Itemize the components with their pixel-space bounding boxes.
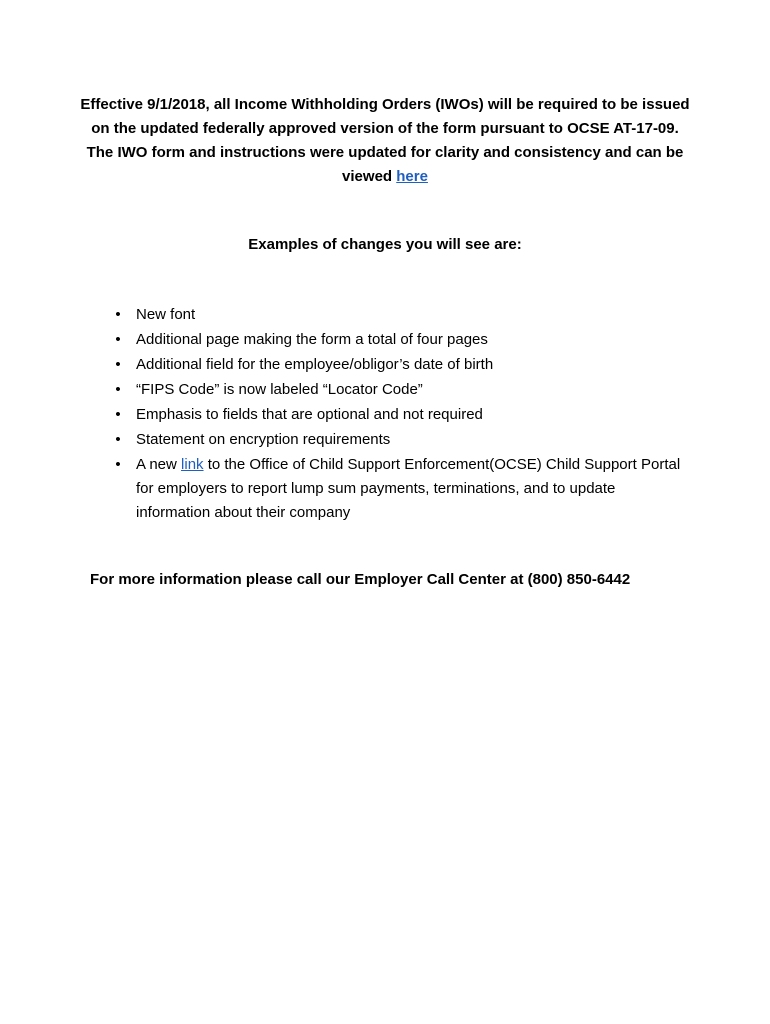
list-item-text: “FIPS Code” is now labeled “Locator Code” xyxy=(136,381,423,398)
bullet-icon: • xyxy=(115,431,121,448)
bullet-icon: • xyxy=(115,356,121,373)
list-item xyxy=(113,303,683,327)
bullet-icon: • xyxy=(115,406,121,423)
list-item-text: Additional page making the form a total of four pages xyxy=(136,331,488,348)
list-item xyxy=(113,453,683,525)
changes-list xyxy=(113,303,683,526)
list-item-text: Statement on encryption requirements xyxy=(136,431,391,448)
intro-text: Effective 9/1/2018, all Income Withholding Orders (IWOs) will be required to be issued on the updated federally approved version of the form pursuant to OCSE AT-17-09. The IWO form and instructions were updated for clarity and consistency and can be viewed xyxy=(80,96,690,185)
here-link[interactable]: here xyxy=(396,168,428,185)
list-item xyxy=(113,428,683,452)
list-item-text-after-link: to the Office of Child Support Enforcement(OCSE) Child Support Portal for employers to report lump sum payments, terminations, and to update information about their company xyxy=(136,456,681,521)
bullet-icon: • xyxy=(115,331,121,348)
list-item xyxy=(113,403,683,427)
list-item-text: Additional field for the employee/obligor’s date of birth xyxy=(136,356,494,373)
contact-footer: For more information please call our Employer Call Center at (800) 850-6442 xyxy=(90,571,631,588)
list-item xyxy=(113,328,683,352)
list-item xyxy=(113,378,683,402)
list-item xyxy=(113,353,683,377)
bullet-icon: • xyxy=(115,306,121,323)
bullet-icon: • xyxy=(115,456,121,473)
ocse-portal-link[interactable]: link xyxy=(181,456,204,473)
list-item-text: New font xyxy=(136,306,196,323)
list-item-text: Emphasis to fields that are optional and not required xyxy=(136,406,483,423)
list-item-text-before-link: A new xyxy=(136,456,182,473)
examples-heading: Examples of changes you will see are: xyxy=(248,236,522,253)
intro-paragraph xyxy=(80,93,690,189)
bullet-icon: • xyxy=(115,381,121,398)
